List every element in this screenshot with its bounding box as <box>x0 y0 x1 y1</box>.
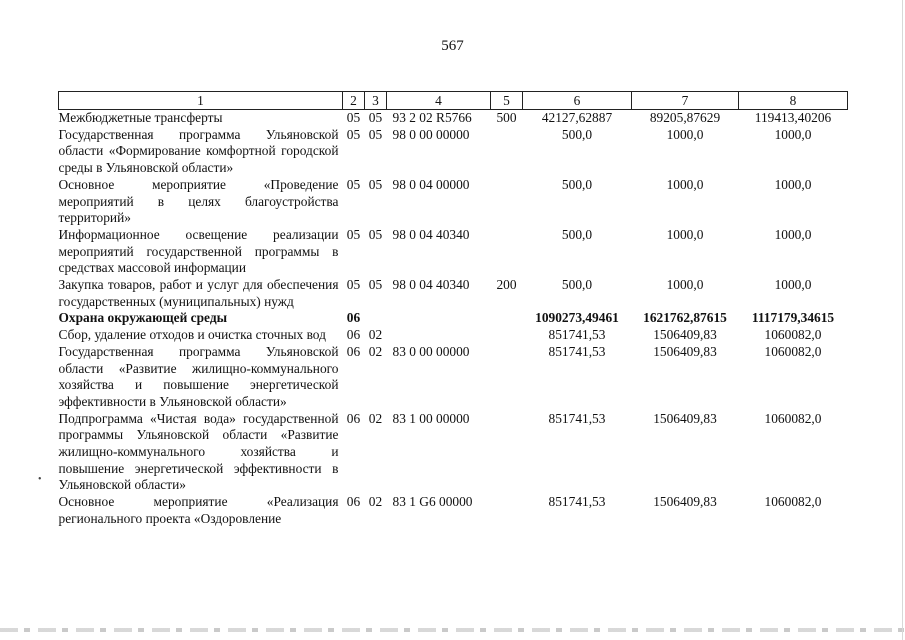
table-row <box>59 227 848 277</box>
row-name: Подпрограмма «Чистая вода» государственной программы Ульяновской области «Развитие жилищно-коммунального хозяйства и повышение энергетической эффективности в Ульяновской области» <box>58 410 339 493</box>
row-expense-type <box>491 127 523 177</box>
column-header: 1 <box>59 92 343 110</box>
row-section: 06 <box>346 327 361 343</box>
row-name: Государственная программа Ульяновской области «Формирование комфортной городской среды в Ульяновской области» <box>58 126 339 176</box>
row-amount-col7: 1000,0 <box>666 277 704 293</box>
row-amount-col8: 119413,40206 <box>754 110 832 125</box>
row-amount-col7: 1621762,87615 <box>643 310 727 326</box>
table-row <box>59 344 848 411</box>
row-amount-col8: 1060082,0 <box>764 494 822 510</box>
table-row <box>59 310 848 327</box>
row-section: 05 <box>346 110 361 125</box>
column-header: 4 <box>387 92 491 110</box>
row-target-code: 98 0 00 00000 <box>392 126 470 142</box>
row-subsection <box>365 310 387 327</box>
row-expense-type <box>491 310 523 327</box>
table-row <box>59 277 848 310</box>
row-expense-type <box>491 494 523 527</box>
column-header: 7 <box>632 92 739 110</box>
row-amount-col6: 500,0 <box>561 176 593 192</box>
row-section: 05 <box>346 176 361 192</box>
row-amount-col7: 1000,0 <box>666 126 704 142</box>
row-section: 06 <box>346 343 361 359</box>
row-amount-col6: 851741,53 <box>548 327 606 343</box>
row-amount-col6: 851741,53 <box>548 494 606 510</box>
row-name: Охрана окружающей среды <box>58 310 228 326</box>
row-subsection: 02 <box>368 410 383 426</box>
row-subsection: 05 <box>368 277 383 293</box>
row-name: Государственная программа Ульяновской области «Развитие жилищно-коммунального хозяйства и повышение энергетической эффективности в Ульяновской области» <box>58 343 339 409</box>
row-name: Закупка товаров, работ и услуг для обеспечения государственных (муниципальных) нужд <box>58 277 339 309</box>
row-subsection: 02 <box>368 494 383 510</box>
column-header: 3 <box>365 92 387 110</box>
column-header: 8 <box>739 92 848 110</box>
row-section: 05 <box>346 226 361 242</box>
row-target-code: 93 2 02 R5766 <box>392 110 472 125</box>
row-amount-col6: 1090273,49461 <box>535 310 619 326</box>
header-row <box>59 92 848 110</box>
table-row <box>59 411 848 495</box>
page-number: 567 <box>441 38 464 54</box>
table-row <box>59 494 848 527</box>
table-row <box>59 127 848 177</box>
row-amount-col8: 1060082,0 <box>764 410 822 426</box>
row-amount-col7: 1506409,83 <box>653 327 717 343</box>
row-amount-col7: 1000,0 <box>666 226 704 242</box>
row-name: Основное мероприятие «Проведение мероприятий в целях благоустройства территорий» <box>58 176 339 226</box>
row-amount-col6: 851741,53 <box>548 410 606 426</box>
row-amount-col8: 1000,0 <box>774 226 812 242</box>
row-amount-col7: 1506409,83 <box>653 494 717 510</box>
row-section: 05 <box>346 277 361 293</box>
row-target-code: 98 0 04 40340 <box>392 226 470 242</box>
table-row <box>59 110 848 127</box>
row-amount-col6: 500,0 <box>561 226 593 242</box>
row-amount-col8: 1000,0 <box>774 126 812 142</box>
row-amount-col7: 1000,0 <box>666 176 704 192</box>
row-name: Информационное освещение реализации мероприятий государственной программы в средствах массовой информации <box>58 226 339 276</box>
row-expense-type <box>491 344 523 411</box>
row-target-code <box>387 327 491 344</box>
row-name: Основное мероприятие «Реализация регионального проекта «Оздоровление <box>58 494 339 526</box>
column-header: 5 <box>491 92 523 110</box>
column-header: 6 <box>523 92 632 110</box>
row-subsection: 02 <box>368 327 383 343</box>
row-expense-type <box>491 177 523 227</box>
row-expense-type: 500 <box>496 110 517 125</box>
row-subsection: 05 <box>368 126 383 142</box>
scan-edge-line <box>902 0 903 640</box>
row-target-code: 98 0 04 40340 <box>392 277 470 293</box>
column-header: 2 <box>343 92 365 110</box>
row-expense-type <box>491 227 523 277</box>
row-expense-type <box>491 327 523 344</box>
scan-mark: • <box>38 474 42 485</box>
row-amount-col6: 42127,62887 <box>541 110 613 125</box>
table-row <box>59 177 848 227</box>
row-amount-col7: 1506409,83 <box>653 343 717 359</box>
row-subsection: 05 <box>368 226 383 242</box>
row-name: Межбюджетные трансферты <box>58 110 223 125</box>
table-row <box>59 327 848 344</box>
row-target-code: 83 1 00 00000 <box>392 410 470 426</box>
row-target-code <box>387 310 491 327</box>
row-subsection: 05 <box>368 176 383 192</box>
row-target-code: 98 0 04 00000 <box>392 176 470 192</box>
row-amount-col6: 500,0 <box>561 277 593 293</box>
row-amount-col8: 1000,0 <box>774 277 812 293</box>
budget-table <box>58 91 848 528</box>
row-name: Сбор, удаление отходов и очистка сточных вод <box>58 327 326 343</box>
row-subsection: 02 <box>368 343 383 359</box>
row-amount-col6: 500,0 <box>561 126 593 142</box>
row-subsection: 05 <box>368 110 383 125</box>
row-amount-col7: 89205,87629 <box>649 110 721 125</box>
table-body <box>59 110 848 528</box>
row-target-code: 83 1 G6 00000 <box>392 494 473 510</box>
row-amount-col7: 1506409,83 <box>653 410 717 426</box>
row-amount-col8: 1000,0 <box>774 176 812 192</box>
row-expense-type <box>491 411 523 495</box>
row-expense-type: 200 <box>496 277 517 293</box>
row-amount-col8: 1060082,0 <box>764 327 822 343</box>
row-amount-col8: 1060082,0 <box>764 343 822 359</box>
row-section: 06 <box>346 494 361 510</box>
scan-edge-noise <box>0 628 905 632</box>
row-target-code: 83 0 00 00000 <box>392 343 470 359</box>
row-amount-col8: 1117179,34615 <box>751 310 835 326</box>
row-section: 06 <box>346 310 361 326</box>
row-amount-col6: 851741,53 <box>548 343 606 359</box>
row-section: 06 <box>346 410 361 426</box>
row-section: 05 <box>346 126 361 142</box>
